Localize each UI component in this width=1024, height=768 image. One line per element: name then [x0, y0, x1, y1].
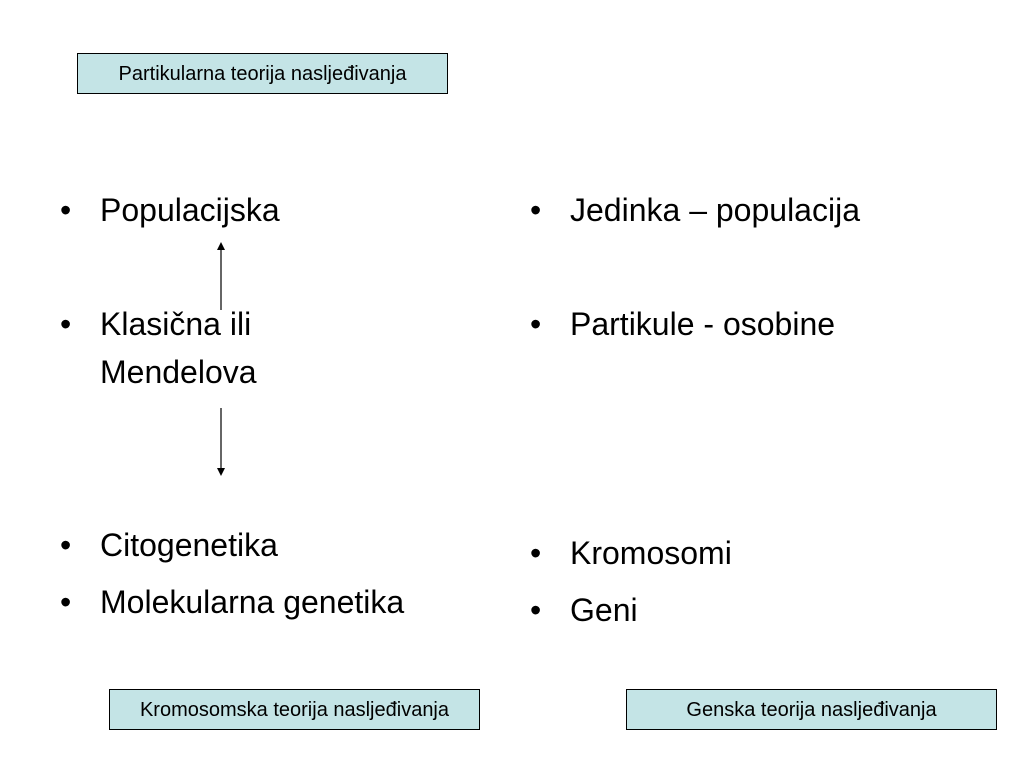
bullet-glyph: •: [60, 584, 72, 620]
right-bullet-geni: [530, 586, 638, 634]
right-bullet-text: Kromosomi: [570, 535, 732, 571]
left-bullet-text: Citogenetika: [100, 527, 278, 563]
bullet-glyph: •: [530, 192, 542, 228]
left-bullet-citogenetika: [60, 521, 278, 569]
left-bullet-klasicna: [60, 300, 257, 396]
right-bullet-text: Geni: [570, 592, 638, 628]
genska-teorija-label: [626, 689, 997, 730]
bullet-glyph: •: [530, 306, 542, 342]
kromosomska-teorija-text: Kromosomska teorija nasljeđivanja: [139, 698, 450, 721]
left-bullet-text: Populacijska: [100, 192, 280, 228]
left-bullet-populacijska: [60, 186, 280, 234]
left-bullet-text: Molekularna genetika: [100, 584, 405, 620]
right-bullet-text: Partikule - osobine: [570, 306, 836, 342]
bullet-glyph: •: [530, 592, 542, 628]
bullet-glyph: •: [530, 535, 542, 571]
partikularna-teorija-text: Partikularna teorija nasljeđivanja: [118, 62, 407, 85]
bullet-glyph: •: [60, 192, 72, 228]
bullet-glyph: •: [60, 527, 72, 563]
left-bullet-text: Klasična ili Mendelova: [100, 306, 257, 390]
right-bullet-jedinka: [530, 186, 860, 234]
right-bullet-kromosomi: [530, 529, 732, 577]
bullet-glyph: •: [60, 306, 72, 342]
right-bullet-partikule: [530, 300, 835, 348]
kromosomska-teorija-label: [109, 689, 480, 730]
left-bullet-molekularna: [60, 578, 404, 626]
genska-teorija-text: Genska teorija nasljeđivanja: [686, 698, 937, 721]
right-bullet-text: Jedinka – populacija: [570, 192, 860, 228]
partikularna-teorija-label: [77, 53, 448, 94]
